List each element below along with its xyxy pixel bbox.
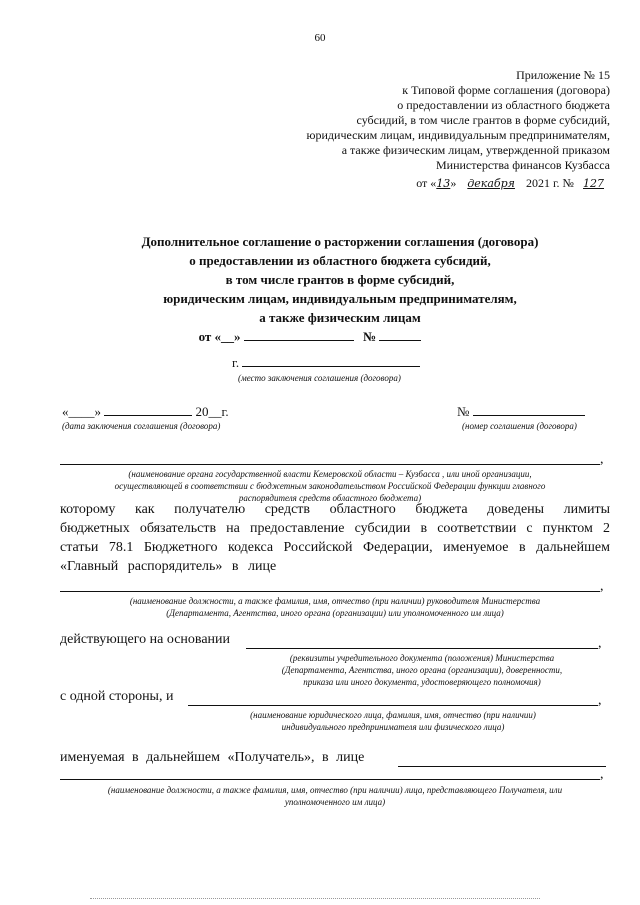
title-date-line: от «__» № — [0, 327, 640, 346]
appendix-date: от «13» декабря 2021 г. № 127 — [307, 176, 610, 191]
body-line: статьи 78.1 Бюджетного кодекса Российской Федерации, именуемое в дальнейшем — [60, 540, 610, 555]
appendix-line: Приложение № 15 — [516, 68, 610, 82]
recipient-comma: , — [600, 767, 604, 782]
title-line: а также физическим лицам — [259, 310, 421, 325]
appendix-header — [307, 68, 610, 191]
handwritten-number: 127 — [583, 177, 604, 190]
organ-caption: (наименование органа государственной власти Кемеровской области – Кузбасса , или иной организации, осуществляющей в соответствии с бюджетным законодательством Российской Федерации функции главного распорядителя средств областного бюджета) — [114, 469, 546, 503]
one-side-line — [188, 705, 598, 706]
recipient-line — [60, 779, 600, 780]
basis-caption: (реквизиты учредительного документа (положения) Министерства (Департамента, Агентства, иного органа (организации), доверенности, приказа или иного документа, удостоверяющего полномочия) — [281, 653, 563, 687]
number-field: № — [457, 404, 585, 420]
body-line: бюджетных обязательств на предоставление субсидии в соответствии с пунктом 2 — [60, 521, 610, 536]
appendix-line: Министерства финансов Кузбасса — [436, 158, 610, 172]
blank-line — [104, 405, 192, 416]
handwritten-month: декабря — [467, 177, 515, 190]
recipient-inline-line — [398, 766, 606, 767]
one-side-caption: (наименование юридического лица, фамилия, имя, отчество (при наличии) индивидуального предпринимателя или физического лица) — [250, 710, 536, 732]
date-field: «____» 20__г. — [62, 404, 229, 419]
body-line: которому как получателю средств областного бюджета доведены лимиты — [60, 502, 610, 517]
head-person-line — [60, 591, 600, 592]
appendix-line: а также физическим лицам, утвержденной приказом — [341, 143, 610, 157]
number-caption: (номер соглашения (договора) — [462, 421, 577, 431]
organ-line — [60, 464, 600, 465]
one-side-label: с одной стороны, и — [60, 689, 174, 704]
blank-line — [473, 405, 585, 416]
date-caption: (дата заключения соглашения (договора) — [62, 421, 221, 431]
place-field: г. — [232, 355, 420, 371]
head-person-caption: (наименование должности, а также фамилия, имя, отчество (при наличии) руководителя Министерства (Департамента, Агентства, иного органа (организации) или уполномоченного им лица) — [129, 596, 541, 618]
title-line: юридическим лицам, индивидуальным предпринимателям, — [163, 291, 517, 306]
title-line: в том числе грантов в форме субсидий, — [225, 272, 455, 287]
body-text — [60, 500, 610, 576]
basis-comma: , — [598, 636, 602, 651]
appendix-line: субсидий, в том числе грантов в форме субсидий, — [356, 113, 610, 127]
appendix-line: о предоставлении из областного бюджета — [397, 98, 610, 112]
title-line: о предоставлении из областного бюджета субсидий, — [189, 253, 491, 268]
page-number: 60 — [314, 32, 326, 44]
basis-label: действующего на основании — [60, 632, 231, 647]
recipient-caption: (наименование должности, а также фамилия, имя, отчество (при наличии) лица, представляющего Получателя, или уполномоченного им лица) — [107, 785, 563, 807]
blank-line — [242, 356, 420, 367]
head-person-comma: , — [600, 579, 604, 594]
appendix-line: юридическим лицам, индивидуальным предпринимателям, — [306, 128, 610, 142]
recipient-label: именуемая в дальнейшем «Получатель», в лице — [60, 750, 365, 765]
one-side-comma: , — [598, 693, 602, 708]
bottom-divider — [90, 898, 540, 905]
body-line: «Главный распорядитель» в лице — [60, 559, 277, 574]
organ-comma: , — [600, 452, 604, 467]
basis-line — [246, 648, 598, 649]
appendix-line: к Типовой форме соглашения (договора) — [402, 83, 610, 97]
handwritten-day: 13 — [436, 177, 451, 190]
document-title — [0, 232, 640, 346]
blank-line — [379, 330, 421, 341]
place-caption: (место заключения соглашения (договора) — [238, 373, 401, 383]
blank-line — [244, 330, 354, 341]
title-line: Дополнительное соглашение о расторжении соглашения (договора) — [141, 234, 539, 249]
